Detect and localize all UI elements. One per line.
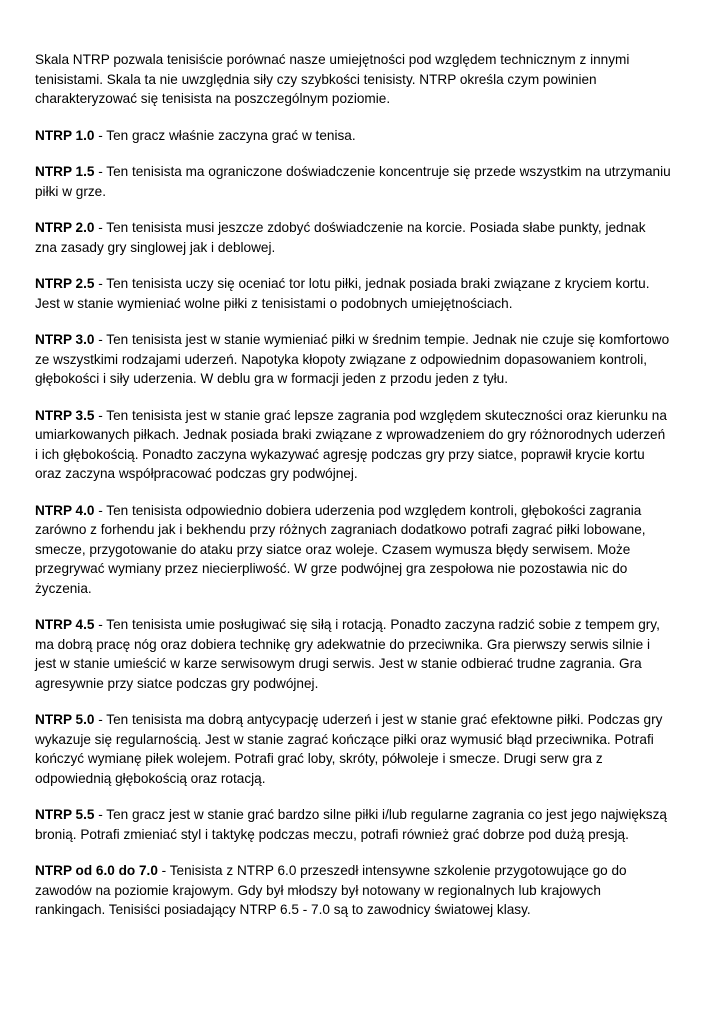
level-5-0 bbox=[35, 710, 671, 788]
level-description: - Ten tenisista odpowiednio dobiera uderzenia pod względem kontroli, głębokości zagrania zarówno z forhendu jak i bekhendu przy różnych zagraniach dodatkowo potrafi zagrać piłki lobowane, smecze, przygotowanie do ataku przy siatce oraz woleje. Czasem wymusza błędy serwisem. Może przegrywać wymiany przez niecierpliwość. W grze podwójnej gra zespołowa nie pozostawia nic do życzenia. bbox=[35, 502, 646, 596]
level-description: - Ten tenisista musi jeszcze zdobyć doświadczenie na korcie. Posiada słabe punkty, jednak zna zasady gry singlowej jak i deblowej. bbox=[35, 220, 646, 255]
level-2-0 bbox=[35, 218, 671, 257]
level-label: NTRP 2.0 bbox=[35, 220, 95, 235]
intro-paragraph: Skala NTRP pozwala tenisiście porównać nasze umiejętności pod względem technicznym z innymi tenisistami. Skala ta nie uwzględnia siły czy szybkości tenisisty. NTRP określa czym powinien charakteryzować się tenisista na poszczególnym poziomie. bbox=[35, 52, 630, 106]
level-1-5 bbox=[35, 162, 671, 201]
level-4-0 bbox=[35, 501, 671, 599]
level-label: NTRP 3.5 bbox=[35, 407, 95, 423]
level-label: NTRP 4.5 bbox=[35, 617, 95, 632]
level-4-5 bbox=[35, 615, 671, 693]
level-description: - Ten gracz właśnie zaczyna grać w tenisa. bbox=[94, 127, 356, 143]
level-description: - Ten tenisista ma ograniczone doświadczenie koncentruje się przede wszystkim na utrzymaniu piłki w grze. bbox=[35, 164, 671, 199]
level-1-0 bbox=[35, 126, 671, 146]
level-label: NTRP 4.0 bbox=[35, 502, 95, 518]
level-description: - Ten tenisista umie posługiwać się siłą i rotacją. Ponadto zaczyna radzić sobie z tempem gry, ma dobrą pracę nóg oraz dobiera technikę gry adekwatnie do przeciwnika. Gra pierwszy serwis silnie i jest w stanie umieścić w karze serwisowym drugi serwis. Jest w stanie odbierać trudne zagrania. Gra agresywnie przy siatce podczas gry podwójnej. bbox=[35, 617, 660, 691]
level-description: - Ten tenisista uczy się oceniać tor lotu piłki, jednak posiada braki związane z kryciem kortu. Jest w stanie wymieniać wolne piłki z tenisistami o podobnych umiejętnościach. bbox=[35, 276, 650, 311]
level-label: NTRP 1.5 bbox=[35, 164, 95, 179]
level-description: - Ten tenisista ma dobrą antycypację uderzeń i jest w stanie grać efektowne piłki. Podczas gry wykazuje się regularnością. Jest w stanie zagrać kończące piłki oraz wymusić błąd przeciwnika. Potrafi kończyć wymianę piłek wolejem. Potrafi grać loby, skróty, półwoleje i smecze. Drugi serw gra z odpowiednią głębokością oraz rotacją. bbox=[35, 712, 663, 786]
level-description: - Ten tenisista jest w stanie grać lepsze zagrania pod względem skuteczności oraz kierunku na umiarkowanych piłkach. Jednak posiada braki związane z wprowadzeniem do gry różnorodnych uderzeń i ich głębokością. Ponadto zaczyna wykazywać agresję podczas gry przy siatce, poprawił krycie kortu oraz zaczyna współpracować podczas gry podwójnej. bbox=[35, 407, 667, 481]
level-label: NTRP 2.5 bbox=[35, 276, 95, 291]
level-5-5 bbox=[35, 805, 671, 844]
level-3-0 bbox=[35, 330, 671, 389]
level-description: - Tenisista z NTRP 6.0 przeszedł intensywne szkolenie przygotowujące go do zawodów na poziomie krajowym. Gdy był młodszy był notowany w regionalnych lub krajowych rankingach. Tenisiści posiadający NTRP 6.5 - 7.0 są to zawodnicy światowej klasy. bbox=[35, 863, 627, 917]
level-label: NTRP od 6.0 do 7.0 bbox=[35, 863, 158, 878]
level-description: - Ten tenisista jest w stanie wymieniać piłki w średnim tempie. Jednak nie czuje się komfortowo ze wszystkimi rodzajami uderzeń. Napotyka kłopoty związane z odpowiednim dopasowaniem kontroli, głębokości i siły uderzenia. W deblu gra w formacji jeden z przodu jeden z tyłu. bbox=[35, 332, 670, 386]
level-label: NTRP 1.0 bbox=[35, 127, 95, 143]
document-body bbox=[35, 50, 671, 937]
level-label: NTRP 3.0 bbox=[35, 332, 95, 347]
level-6-0-to-7-0 bbox=[35, 861, 671, 920]
level-2-5 bbox=[35, 274, 671, 313]
level-label: NTRP 5.5 bbox=[35, 807, 95, 822]
level-3-5 bbox=[35, 406, 671, 484]
level-description: - Ten gracz jest w stanie grać bardzo silne piłki i/lub regularne zagrania co jest jego największą bronią. Potrafi zmieniać styl i taktykę podczas meczu, potrafi również grać dobrze pod dużą presją. bbox=[35, 807, 667, 842]
level-label: NTRP 5.0 bbox=[35, 712, 95, 727]
